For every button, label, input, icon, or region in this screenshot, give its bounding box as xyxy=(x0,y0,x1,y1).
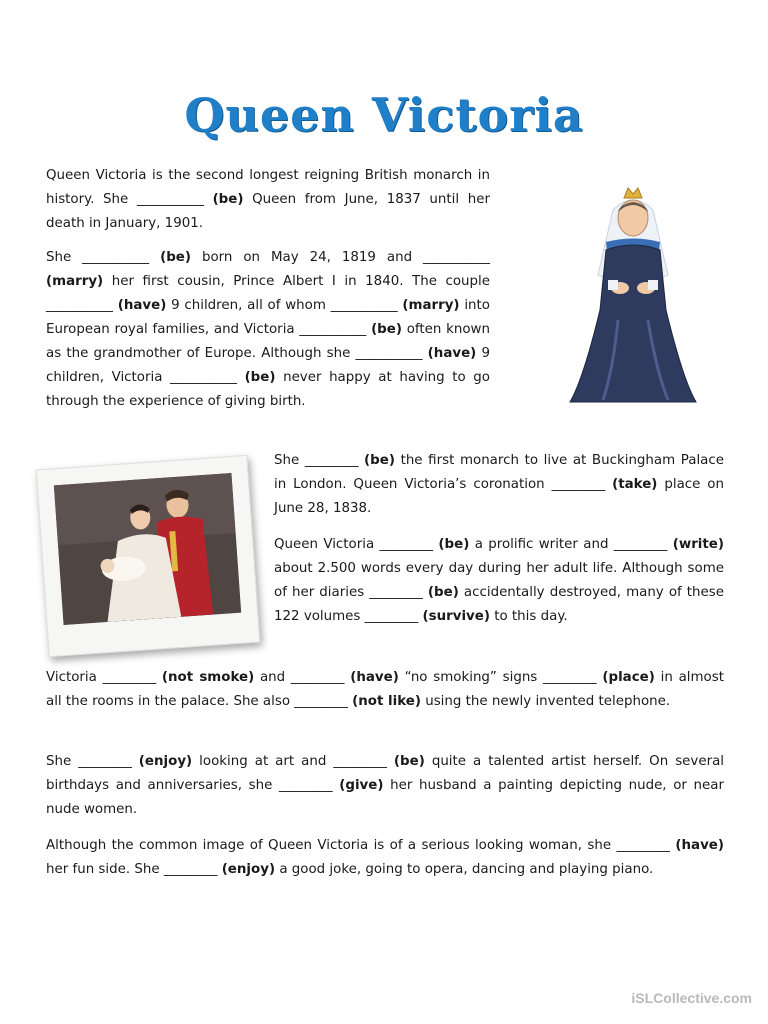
text-segment: 9 children, Victoria __________ xyxy=(46,346,490,385)
verb-cue: (give) xyxy=(339,778,384,793)
text-segment: using the newly invented telephone. xyxy=(420,694,671,709)
text-segment: born on May 24, 1819 and __________ xyxy=(191,250,490,265)
paragraph-intro xyxy=(46,164,490,236)
text-segment: She ________ xyxy=(46,754,139,769)
verb-cue: (not like) xyxy=(352,694,421,709)
verb-cue: (place) xyxy=(602,670,655,685)
verb-cue: (be) xyxy=(371,322,402,337)
text-segment: in almost all the rooms in the palace. She also ________ xyxy=(46,670,724,709)
paragraph-buckingham xyxy=(274,449,724,521)
verb-cue: (be) xyxy=(244,370,276,385)
text-segment: She ________ xyxy=(274,453,365,468)
text-segment: Although the common image of Queen Victoria is of a serious looking woman, she ________ xyxy=(46,838,676,853)
text-segment: Victoria ________ xyxy=(46,670,162,685)
text-segment: 9 children, all of whom __________ xyxy=(166,298,403,313)
site-watermark: iSLCollective.com xyxy=(631,990,752,1006)
text-segment: often known as the grandmother of Europe. Although she __________ xyxy=(46,322,490,361)
text-segment: quite a talented artist herself. On several birthdays and anniversaries, she ________ xyxy=(46,754,725,793)
text-segment: looking at art and ________ xyxy=(192,754,394,769)
verb-cue: (be) xyxy=(212,192,244,207)
text-segment: her fun side. She ________ xyxy=(46,862,222,877)
text-segment: the first monarch to live at Buckingham Palace in London. Queen Victoria’s coronation ________ xyxy=(274,453,724,492)
verb-cue: (take) xyxy=(612,477,658,492)
verb-cue: (have) xyxy=(117,298,167,313)
paragraph-smoking xyxy=(46,666,724,714)
text-segment: accidentally destroyed, many of these 122 volumes ________ xyxy=(274,585,724,624)
verb-cue: (be) xyxy=(160,250,191,265)
verb-cue: (have) xyxy=(675,838,724,853)
verb-cue: (enjoy) xyxy=(138,754,193,769)
verb-cue: (have) xyxy=(427,346,477,361)
paragraph-art xyxy=(46,750,724,822)
paragraph-marriage xyxy=(46,246,490,414)
paragraph-writer xyxy=(274,533,724,629)
text-segment: She __________ xyxy=(46,250,161,265)
text-segment: “no smoking” signs ________ xyxy=(398,670,603,685)
verb-cue: (have) xyxy=(350,670,399,685)
verb-cue: (marry) xyxy=(46,274,104,289)
verb-cue: (be) xyxy=(364,453,395,468)
verb-cue: (be) xyxy=(427,585,459,600)
text-segment: her husband a painting depicting nude, or near nude women. xyxy=(46,778,724,817)
verb-cue: (write) xyxy=(672,537,724,552)
paragraph-fun-side xyxy=(46,834,724,882)
text-segment: to this day. xyxy=(489,609,568,624)
text-segment: her first cousin, Prince Albert I in 1840. The couple __________ xyxy=(46,274,490,313)
text-segment: and ________ xyxy=(254,670,351,685)
royal-couple-photo xyxy=(36,455,261,657)
verb-cue: (survive) xyxy=(422,609,490,624)
royal-couple-painting xyxy=(54,473,241,625)
text-segment: never happy at having to go through the experience of giving birth. xyxy=(46,370,491,409)
verb-cue: (not smoke) xyxy=(161,670,255,685)
text-segment: into European royal families, and Victoria __________ xyxy=(46,298,490,337)
verb-cue: (be) xyxy=(393,754,425,769)
text-segment: Queen from June, 1837 until her death in January, 1901. xyxy=(46,192,490,231)
verb-cue: (marry) xyxy=(402,298,460,313)
text-segment: about 2.500 words every day during her adult life. Although some of her diaries ________ xyxy=(274,561,724,600)
queen-victoria-illustration xyxy=(558,180,708,420)
text-segment: place on June 28, 1838. xyxy=(274,477,724,516)
text-segment: a prolific writer and ________ xyxy=(469,537,673,552)
page-title: Queen Victoria xyxy=(184,88,584,142)
text-segment: Queen Victoria ________ xyxy=(274,537,439,552)
text-segment: Queen Victoria is the second longest reigning British monarch in history. She __________ xyxy=(46,168,490,207)
verb-cue: (enjoy) xyxy=(221,862,276,877)
text-segment: a good joke, going to opera, dancing and playing piano. xyxy=(275,862,654,877)
verb-cue: (be) xyxy=(438,537,470,552)
